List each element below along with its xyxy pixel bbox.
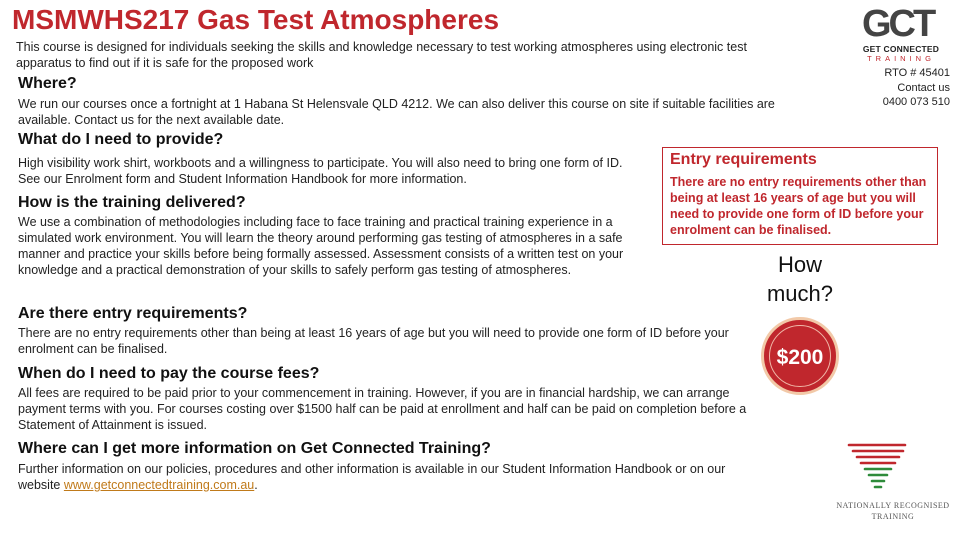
where-heading: Where? <box>18 75 77 92</box>
fees-text: All fees are required to be paid prior to your commencement in training. However, if you are in financial hardship, we can arrange payment terms with you. For courses costing over $1500 half can be paid at enrollment and half can be paid on completion before a Statement of Attainment is issued. <box>18 386 747 432</box>
contact-phone: 0400 073 510 <box>882 96 950 108</box>
intro-text: This course is designed for individuals seeking the skills and knowledge necessary to test working atmospheres using electronic test apparatus to find out if it is safe for the proposed work <box>16 40 747 70</box>
website-link[interactable]: www.getconnectedtraining.com.au <box>63 478 255 492</box>
gct-logo <box>862 4 933 44</box>
nrt-logo-icon <box>845 440 909 500</box>
delivered-text: We use a combination of methodologies including face to face training and practical training experience in a simulated work environment. You will learn the theory around performing gas testing of atmospheres in a safe manner and practice your skills before being formally assessed. Assessment consists of a written test on your knowledge and a practical demonstration of your skills to safely perform gas testing of atmospheres. <box>18 215 624 277</box>
delivered-heading: How is the training delivered? <box>18 194 246 211</box>
nrt-line2: TRAINING <box>871 512 915 521</box>
page-title: MSMWHS217 Gas Test Atmospheres <box>12 4 500 35</box>
logo-brand: GCT <box>862 3 934 45</box>
info-text-body: Further information on our policies, procedures and other information is available in our Student Information Handbook or on our website <box>18 462 726 492</box>
provide-text: High visibility work shirt, workboots and a willingness to participate. You will also need to bring one form of ID. See our Enrolment form and Student Information Handbook for more information. <box>18 156 623 186</box>
logo-tagline: TRAINING <box>867 54 935 63</box>
entry-heading: Are there entry requirements? <box>18 305 248 322</box>
how-much-label: How much? <box>766 252 834 306</box>
rto-contact <box>840 66 950 110</box>
info-text-end: . <box>254 478 258 492</box>
entry-box-text: There are no entry requirements other than being at least 16 years of age but you will need to provide one form of ID before your enrolment can be finalised. <box>670 175 927 237</box>
fees-heading: When do I need to pay the course fees? <box>18 365 320 382</box>
price-value: $200 <box>776 346 824 369</box>
nrt-line1: NATIONALLY RECOGNISED <box>836 501 950 510</box>
logo-name: GET CONNECTED <box>862 44 940 54</box>
info-heading: Where can I get more information on Get Connected Training? <box>18 440 491 457</box>
provide-heading: What do I need to provide? <box>18 131 224 148</box>
entry-box-heading: Entry requirements <box>670 151 817 168</box>
contact-label: Contact us <box>897 81 950 94</box>
where-text: We run our courses once a fortnight at 1 Habana St Helensvale QLD 4212. We can also deliver this course on site if suitable facilities are available. Contact us for the next available date. <box>18 97 775 127</box>
rto-number: RTO # 45401 <box>884 67 950 79</box>
entry-text: There are no entry requirements other than being at least 16 years of age but you will need to provide one form of ID before your enrolment can be finalised. <box>18 326 729 356</box>
info-text <box>18 461 753 493</box>
nrt-text <box>828 500 958 522</box>
